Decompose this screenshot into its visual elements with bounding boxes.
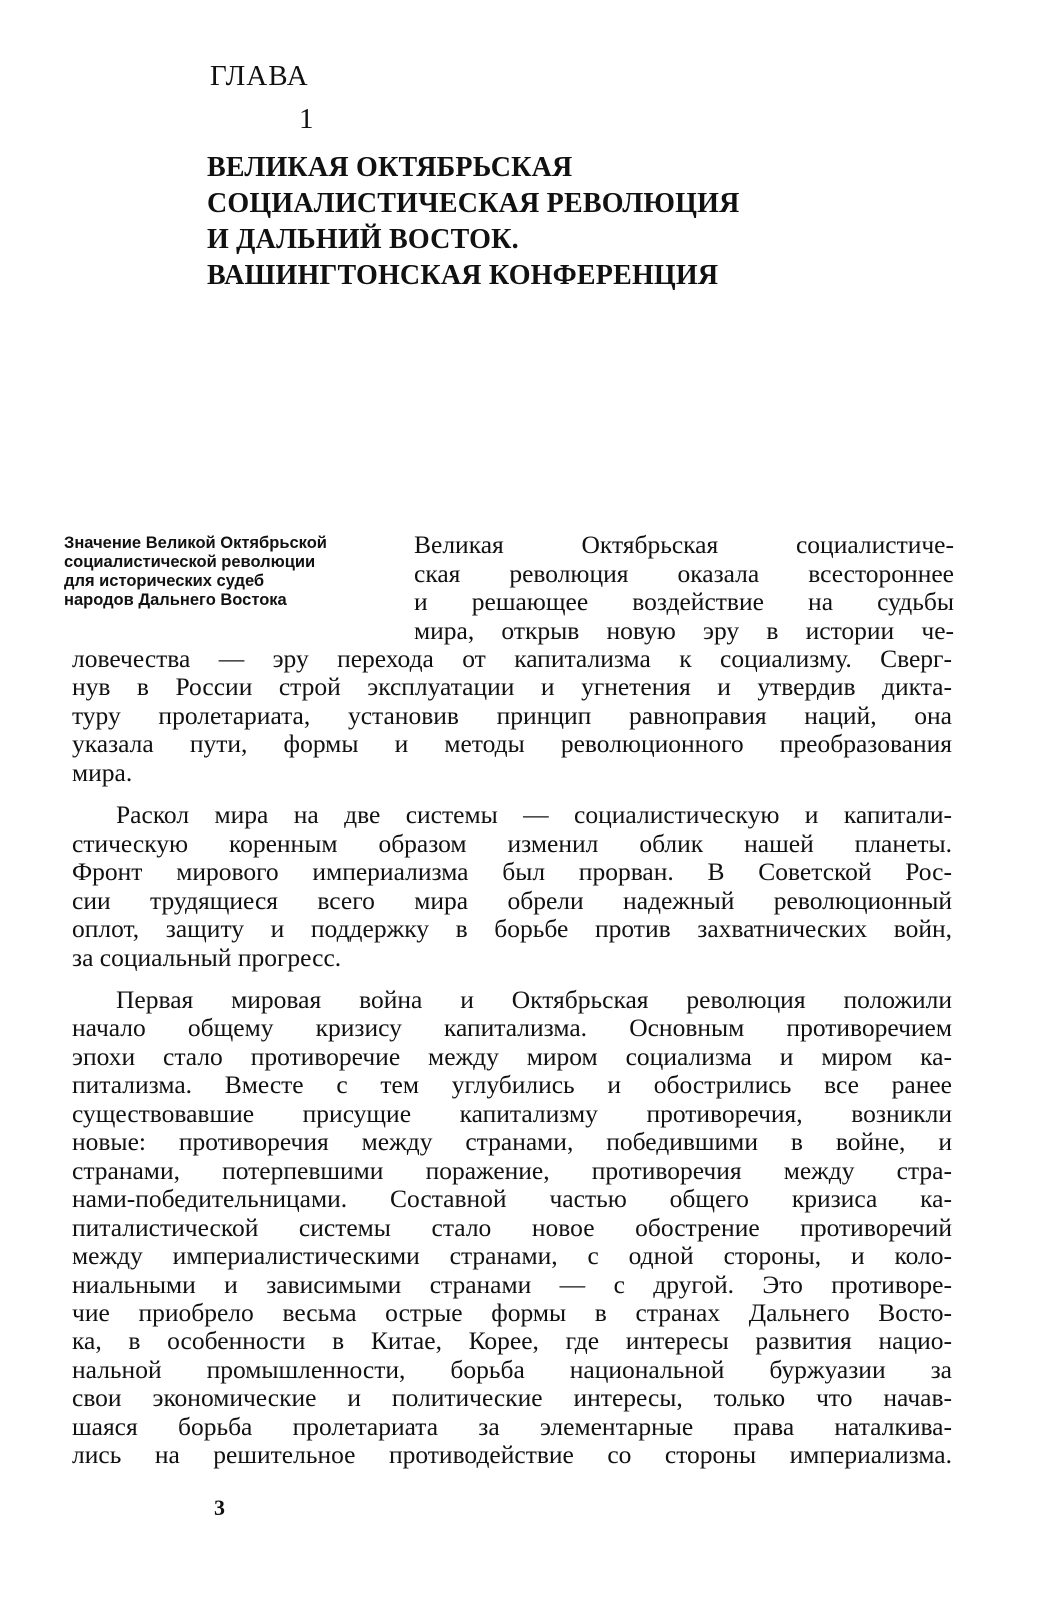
margin-note-line: социалистической революции: [64, 553, 316, 571]
body-line: сии трудящиеся всего мира обрели надежный революционный: [72, 885, 952, 915]
body-line: начало общему кризису капитализма. Основным противоречием: [72, 1013, 952, 1043]
margin-note-line: Значение Великой Октябрьской: [64, 534, 327, 552]
chapter-title-line: СОЦИАЛИСТИЧЕСКАЯ РЕВОЛЮЦИЯ: [207, 188, 740, 219]
chapter-title-line: ВЕЛИКАЯ ОКТЯБРЬСКАЯ: [207, 152, 573, 183]
body-line: Фронт мирового империализма был прорван. В Советской Рос-: [72, 857, 952, 887]
page-number: 3: [214, 1495, 225, 1520]
chapter-number: 1: [299, 103, 314, 135]
paragraph-gap: [72, 972, 952, 986]
body-line: новые: противоречия между странами, победившими в войне, и: [72, 1127, 952, 1157]
body-line: мира.: [72, 757, 133, 787]
body-line: нами-победительницами. Составной частью общего кризиса ка-: [72, 1184, 952, 1214]
body-line: стическую коренным образом изменил облик нашей планеты.: [72, 828, 952, 858]
chapter-title: [207, 150, 847, 294]
chapter-title-line: ВАШИНГТОНСКАЯ КОНФЕРЕНЦИЯ: [207, 260, 719, 291]
body-line: Первая мировая война и Октябрьская революция положили: [116, 984, 952, 1014]
chapter-label: ГЛАВА: [210, 60, 309, 92]
margin-note-line: для исторических судеб: [64, 572, 265, 590]
paragraph-gap: [72, 787, 952, 801]
body-line: ниальными и зависимыми странами — с другой. Это противоре-: [72, 1269, 952, 1299]
body-line: нальной промышленности, борьба национальной буржуазии за: [72, 1354, 952, 1384]
body-line: за социальный прогресс.: [72, 942, 342, 972]
body-line: указала пути, формы и методы революционного преобразования: [72, 729, 952, 759]
body-line: эпохи стало противоречие между миром социализма и миром ка-: [72, 1041, 952, 1071]
body-line: ка, в особенности в Китае, Корее, где интересы развития нацио-: [72, 1326, 952, 1356]
body-line: и решающее воздействие на судьбы: [414, 587, 954, 617]
body-line: туру пролетариата, установив принцип равноправия наций, она: [72, 700, 952, 730]
body-line: мира, открыв новую эру в истории че-: [414, 615, 954, 645]
body-line: питалистической системы стало новое обострение противоречий: [72, 1212, 952, 1242]
chapter-title-line: И ДАЛЬНИЙ ВОСТОК.: [207, 224, 519, 255]
body-line: Раскол мира на две системы — социалистическую и капитали-: [116, 800, 952, 830]
margin-note: [64, 534, 409, 610]
body-line: Великая Октябрьская социалистиче-: [414, 530, 954, 559]
body-text: [72, 645, 952, 1470]
margin-note-line: народов Дальнего Востока: [64, 591, 287, 609]
body-line: шаяся борьба пролетариата за элементарные права наталкива-: [72, 1411, 952, 1441]
body-line: чие приобрело весьма острые формы в странах Дальнего Восто-: [72, 1297, 952, 1327]
body-line: лись на решительное противодействие со стороны империализма.: [72, 1440, 952, 1470]
body-line: странами, потерпевшими поражение, противоречия между стра-: [72, 1155, 952, 1185]
body-line: оплот, защиту и поддержку в борьбе против захватнических войн,: [72, 914, 952, 944]
body-line: между империалистическими странами, с одной стороны, и коло-: [72, 1241, 952, 1271]
body-line: ская революция оказала всестороннее: [414, 558, 954, 588]
body-line: существовавшие присущие капитализму противоречия, возникли: [72, 1098, 952, 1128]
body-line: ловечества — эру перехода от капитализма к социализму. Сверг-: [72, 644, 952, 673]
body-line: питализма. Вместе с тем углубились и обострились все ранее: [72, 1070, 952, 1100]
body-line: нув в России строй эксплуатации и угнетения и утвердив дикта-: [72, 672, 952, 702]
body-line: свои экономические и политические интересы, только что начав-: [72, 1383, 952, 1413]
intro-paragraph-start: [414, 531, 954, 645]
